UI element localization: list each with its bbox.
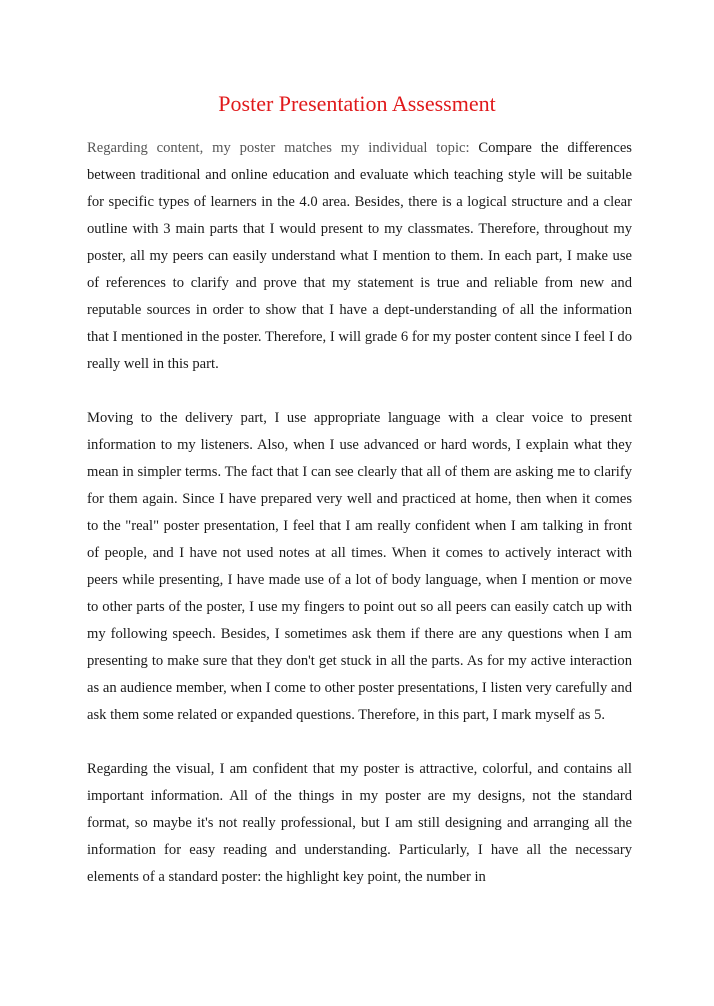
paragraph-content	[87, 135, 632, 378]
paragraph-visual	[87, 756, 632, 891]
paragraph-text: Moving to the delivery part, I use appropriate language with a clear voice to present information to my listeners. Also, when I use advanced or hard words, I explain what they mean in simpler terms. The fact that I can see clearly that all of them are asking me to clarify for them again. Since I have prepared very well and practiced at home, then when it comes to the "real" poster presentation, I feel that I am really confident when I am talking in front of people, and I have not used notes at all times. When it comes to actively interact with peers while presenting, I have made use of a lot of body language, when I mention or move to other parts of the poster, I use my fingers to point out so all peers can easily catch up with my following speech. Besides, I sometimes ask them if there are any questions when I am presenting to make sure that they don't get stuck in all the parts. As for my active interaction as an audience member, when I come to other poster presentations, I listen very carefully and ask them some related or expanded questions. Therefore, in this part, I mark myself as 5.	[87, 410, 632, 723]
paragraph-delivery	[87, 405, 632, 729]
document-title: Poster Presentation Assessment	[218, 91, 496, 116]
document-body	[87, 135, 632, 891]
paragraph-text: Regarding the visual, I am confident that my poster is attractive, colorful, and contains all important information. All of the things in my poster are my designs, not the standard format, so maybe it's not really professional, but I am still designing and arranging all the information for easy reading and understanding. Particularly, I have all the necessary elements of a standard poster: the highlight key point, the number in	[87, 761, 632, 885]
paragraph-lead: Regarding content, my poster matches my individual topic:	[87, 140, 479, 156]
paragraph-text: Compare the differences between traditional and online education and evaluate which teaching style will be suitable for specific types of learners in the 4.0 area. Besides, there is a logical structure and a clear outline with 3 main parts that I would present to my classmates. Therefore, throughout my poster, all my peers can easily understand what I mention to them. In each part, I make use of references to clarify and prove that my statement is true and reliable from new and reputable sources in order to show that I have a dept-understanding of all the information that I mentioned in the poster. Therefore, I will grade 6 for my poster content since I feel I do really well in this part.	[87, 140, 632, 372]
